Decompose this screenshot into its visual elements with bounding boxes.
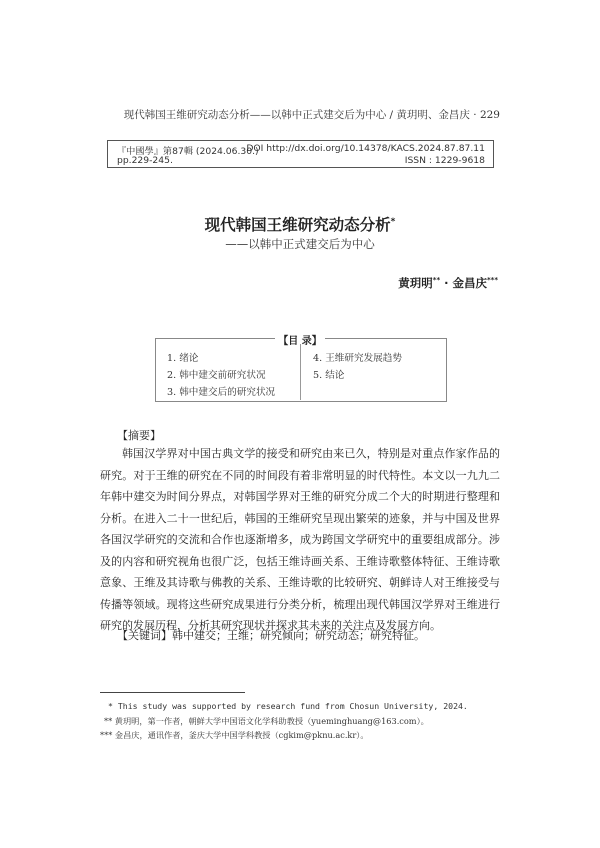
footnote: *** 金昌庆，通讯作者，釜庆大学中国学科教授（cgkim@pknu.ac.kr）。 (100, 730, 369, 740)
abstract-body: 韩国汉学界对中国古典文学的接受和研究由来已久，特别是对重点作家作品的研究。对于王维的研究在不同的时间段有着非常明显的时代特性。本文以一九九二年韩中建交为时间分界点，对韩国学界对王维的研究分成二个大的时期进行整理和分析。在进入二十一世纪后，韩国的王维研究呈现出繁荣的迹象，并与中国及世界各国汉学研究的交流和合作也逐渐增多，成为跨国文学研究中的重要组成部分。涉及的内容和研究视角也很广泛，包括王维诗画关系、王维诗歌整体特征、王维诗歌意象、王维及其诗歌与佛教的关系、王维诗歌的比较研究、朝鲜诗人对王维接受与传播等领域。现将这些研究成果进行分类分析，梳理出现代韩国汉学界对王维进行研究的发展历程，分析其研究现状并探求其未来的关注点及发展方向。 (100, 447, 500, 632)
author-first: 黄玥明 (398, 276, 433, 290)
running-header: 现代韩国王维研究动态分析——以韩中正式建交后为中心 / 黄玥明、金昌庆 · 229 (123, 109, 500, 121)
paper-subtitle: ——以韩中正式建交后为中心 (225, 237, 375, 251)
publication-meta-box (107, 140, 494, 168)
page-range: pp.229-245. (117, 155, 173, 166)
paper-title: 现代韩国王维研究动态分析* (204, 216, 396, 234)
title-footnote-mark: * (390, 216, 396, 227)
doi-link[interactable]: DOI http://dx.doi.org/10.14378/KACS.2024.87.87.11 (246, 143, 485, 154)
author-line: 黄玥明** · 金昌庆*** (398, 276, 498, 290)
journal-issue: 『中國學』第87輯 (2024.06.30.) (117, 146, 259, 157)
toc-divider (300, 344, 301, 400)
toc-item: 1. 绪论 (167, 353, 199, 364)
toc-item: 3. 韩中建交后的研究状况 (167, 387, 276, 398)
toc-item: 5. 结论 (313, 370, 345, 381)
toc-item: 4. 王维研究发展趋势 (313, 353, 402, 364)
keywords: 【关键词】韩中建交；王维；研究倾向；研究动态；研究特征。 (117, 629, 425, 642)
toc-item: 2. 韩中建交前研究状况 (167, 370, 266, 381)
author-second: 金昌庆 (452, 276, 488, 290)
abstract-heading: 【摘要】 (117, 429, 161, 442)
footnote: ** 黄玥明，第一作者，朝鲜大学中国语文化学科助教授（yueminghuang@163.com）。 (104, 716, 429, 726)
toc-title: 【目 录】 (275, 332, 325, 347)
footnote: * This study was supported by research fund from Chosun University, 2024. (108, 701, 468, 711)
footnote-rule (100, 692, 245, 693)
issn: ISSN : 1229-9618 (404, 155, 485, 166)
